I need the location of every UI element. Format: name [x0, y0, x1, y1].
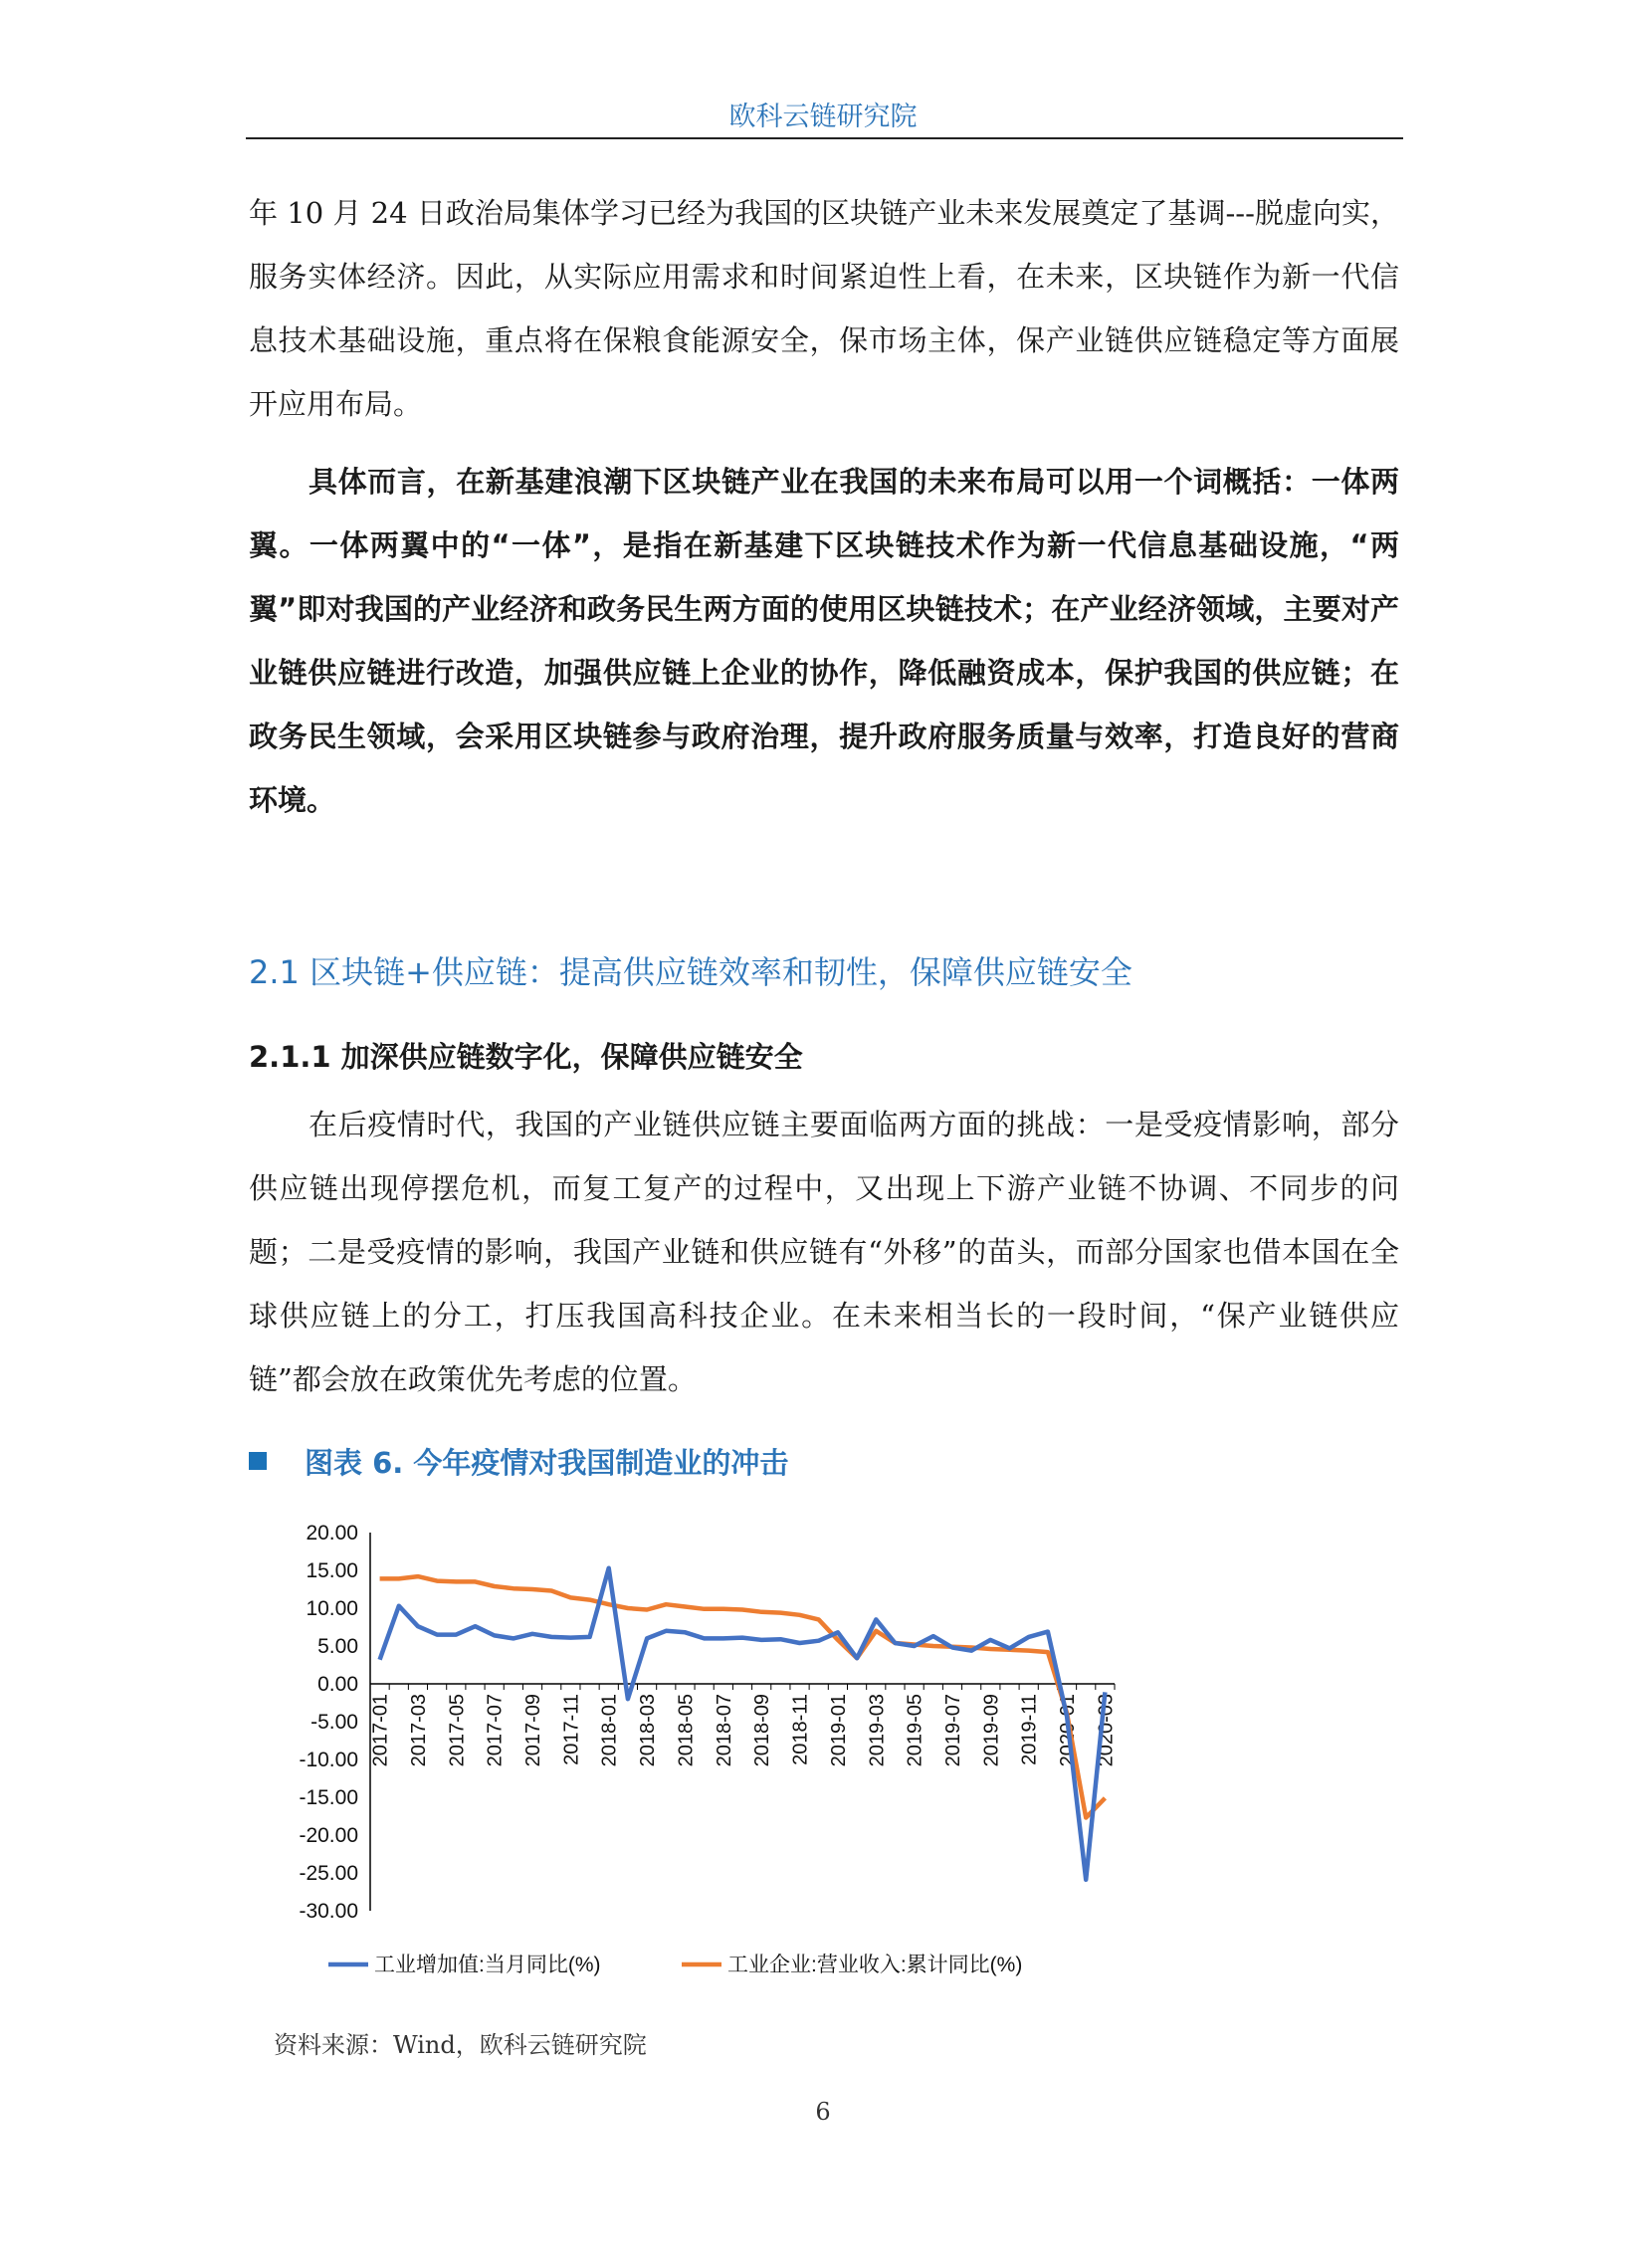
x-tick-label: 2018-03	[637, 1694, 660, 1767]
page-number: 6	[815, 2098, 831, 2126]
x-tick-label: 2020-03	[1095, 1694, 1118, 1767]
x-tick-label: 2018-01	[598, 1694, 621, 1767]
x-tick-label: 2019-01	[827, 1694, 850, 1767]
x-tick-label: 2019-05	[904, 1694, 926, 1767]
section-title: 2.1 区块链+供应链：提高供应链效率和韧性，保障供应链安全	[249, 953, 1132, 991]
figure-caption	[249, 1441, 788, 1482]
x-tick-label: 2019-09	[980, 1694, 1003, 1767]
x-tick-label: 2019-11	[1018, 1694, 1041, 1765]
y-tick-label: 15.00	[306, 1559, 358, 1582]
x-tick-label: 2018-09	[751, 1694, 774, 1767]
paragraph-2: 具体而言，在新基建浪潮下区块链产业在我国的未来布局可以用一个词概括：一体两翼。一体两翼中的“一体”，是指在新基建下区块链技术作为新一代信息基础设施，“两翼”即对我国的产业经济和政务民生两方面的使用区块链技术；在产业经济领域，主要对产业链供应链进行改造，加强供应链上企业的协作，降低融资成本，保护我国的供应链；在政务民生领域，会采用区块链参与政府治理，提升政府服务质量与效率，打造良好的营商环境。	[249, 465, 1399, 817]
y-tick-label: 10.00	[306, 1597, 358, 1620]
chart-svg	[249, 1513, 1144, 1990]
y-axis-ticks	[299, 1522, 358, 1923]
x-tick-label: 2017-07	[484, 1694, 507, 1767]
y-tick-label: -10.00	[299, 1749, 358, 1771]
paragraph-1: 年 10 月 24 日政治局集体学习已经为我国的区块链产业未来发展奠定了基调---脱虚向实，服务实体经济。因此，从实际应用需求和时间紧迫性上看，在未来，区块链作为新一代信息技术基础设施，重点将在保粮食能源安全，保市场主体，保产业链供应链稳定等方面展开应用布局。	[249, 196, 1399, 421]
source-note: 资料来源：Wind，欧科云链研究院	[274, 2031, 647, 2059]
x-tick-label: 2017-11	[560, 1694, 583, 1765]
legend-label: 工业增加值:当月同比(%)	[374, 1954, 601, 1976]
subsection-title: 2.1.1 加深供应链数字化，保障供应链安全	[249, 1040, 803, 1074]
x-tick-label: 2018-11	[789, 1694, 812, 1765]
header-divider	[246, 137, 1403, 139]
x-tick-label: 2019-03	[866, 1694, 889, 1767]
x-tick-label: 2020-01	[1057, 1694, 1080, 1767]
y-tick-label: -15.00	[299, 1786, 358, 1809]
x-tick-label: 2019-07	[941, 1694, 964, 1767]
caption-square-icon	[249, 1452, 267, 1470]
legend-label: 工业企业:营业收入:累计同比(%)	[727, 1954, 1023, 1976]
x-tick-label: 2017-09	[522, 1694, 545, 1767]
x-tick-label: 2017-03	[407, 1694, 430, 1767]
y-tick-label: 0.00	[317, 1673, 358, 1696]
x-tick-label: 2017-01	[369, 1694, 392, 1767]
header-title: 欧科云链研究院	[728, 102, 918, 132]
line-chart	[249, 1513, 1144, 1990]
x-tick-label: 2018-07	[713, 1694, 735, 1767]
y-tick-label: -30.00	[299, 1900, 358, 1923]
y-tick-label: -20.00	[299, 1824, 358, 1847]
x-tick-label: 2017-05	[446, 1694, 469, 1767]
y-tick-label: 20.00	[306, 1522, 358, 1545]
x-tick-label: 2018-05	[675, 1694, 698, 1767]
x-axis-ticks	[370, 1684, 1118, 1766]
figure-caption-text: 图表 6. 今年疫情对我国制造业的冲击	[305, 1446, 789, 1480]
chart-legend	[328, 1954, 1022, 1976]
y-tick-label: 5.00	[317, 1635, 358, 1658]
paragraph-3: 在后疫情时代，我国的产业链供应链主要面临两方面的挑战：一是受疫情影响，部分供应链出现停摆危机，而复工复产的过程中，又出现上下游产业链不协调、不同步的问题；二是受疫情的影响，我国产业链和供应链有“外移”的苗头，而部分国家也借本国在全球供应链上的分工，打压我国高科技企业。在未来相当长的一段时间，“保产业链供应链”都会放在政策优先考虑的位置。	[249, 1108, 1399, 1396]
y-tick-label: -25.00	[299, 1862, 358, 1885]
y-tick-label: -5.00	[310, 1711, 358, 1734]
